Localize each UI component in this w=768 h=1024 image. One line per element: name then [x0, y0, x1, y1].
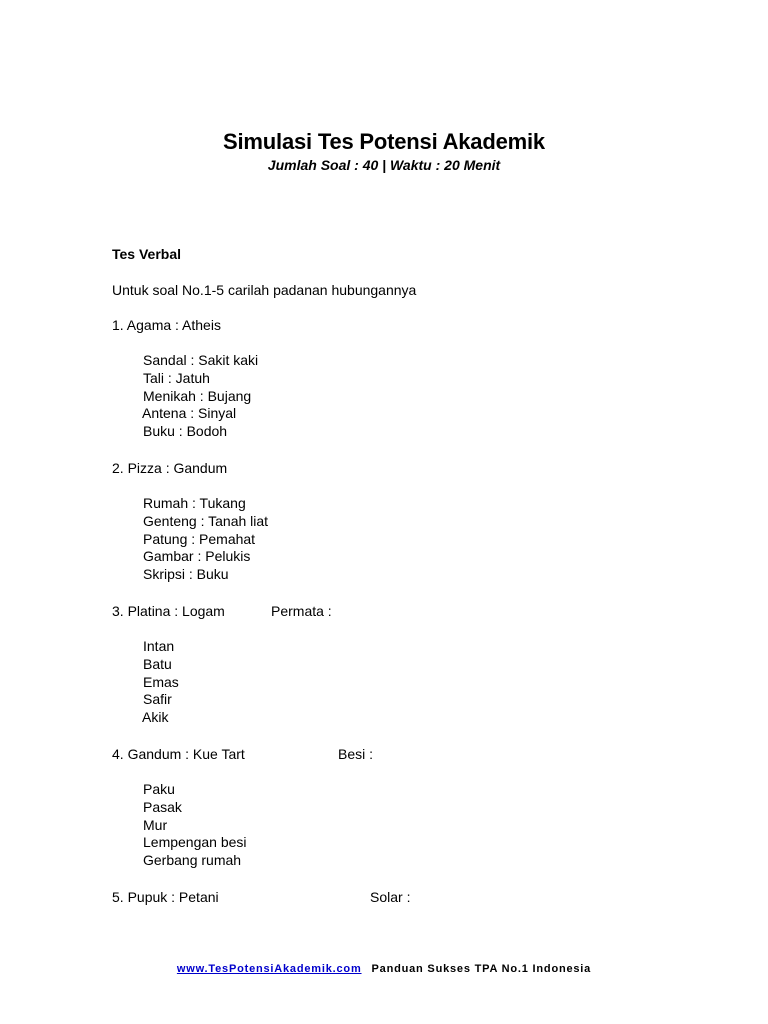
question-3-second: Permata : [271, 603, 332, 619]
question-2-option-e: Skripsi : Buku [143, 566, 229, 583]
question-1-option-c: Menikah : Bujang [143, 387, 252, 404]
question-4-second: Besi : [338, 746, 374, 762]
footer-tagline: Panduan Sukses TPA No.1 Indonesia [371, 963, 592, 975]
question-5-second: Solar : [370, 889, 411, 905]
section-heading: Tes Verbal [112, 246, 182, 262]
footer-website-link[interactable]: www.TesPotensiAkademik.com [176, 963, 362, 975]
question-2-option-a: Rumah : Tukang [143, 495, 246, 511]
question-4-option-c: Mur [143, 816, 168, 833]
question-3-option-c: Emas [143, 673, 179, 690]
question-5-prompt: 5. Pupuk : Petani [112, 889, 219, 905]
question-2-option-b: Genteng : Tanah liat [143, 512, 269, 529]
question-2-option-d: Gambar : Pelukis [143, 548, 251, 565]
question-3-options [143, 638, 179, 727]
section-instruction: Untuk soal No.1-5 carilah padanan hubungannya [112, 282, 417, 298]
question-4-option-b: Pasak [143, 798, 182, 815]
question-3-option-b: Batu [143, 655, 172, 672]
question-4-options [143, 781, 247, 870]
question-4 [112, 745, 374, 763]
question-1-options [143, 352, 258, 441]
question-3-option-d: Safir [143, 691, 172, 708]
question-1-option-e: Buku : Bodoh [143, 423, 228, 440]
question-3 [112, 602, 332, 620]
question-2-option-c: Patung : Pemahat [143, 530, 256, 547]
question-3-option-e: Akik [142, 709, 169, 726]
question-3-prompt: 3. Platina : Logam [112, 603, 225, 619]
page-title: Simulasi Tes Potensi Akademik [223, 129, 545, 154]
question-1 [112, 316, 221, 334]
question-4-option-a: Paku [143, 781, 175, 797]
question-1-option-b: Tali : Jatuh [143, 369, 210, 386]
question-2 [112, 459, 227, 477]
page-footer [0, 962, 768, 976]
question-4-prompt: 4. Gandum : Kue Tart [112, 746, 245, 762]
question-1-option-d: Antena : Sinyal [142, 405, 237, 422]
question-1-option-a: Sandal : Sakit kaki [143, 352, 259, 368]
question-1-prompt: 1. Agama : Atheis [112, 317, 221, 333]
question-4-option-d: Lempengan besi [143, 834, 247, 851]
question-4-option-e: Gerbang rumah [143, 852, 242, 869]
question-2-options [143, 495, 268, 584]
page-subtitle: Jumlah Soal : 40 | Waktu : 20 Menit [267, 157, 501, 173]
question-2-prompt: 2. Pizza : Gandum [112, 460, 228, 476]
question-5 [112, 888, 411, 906]
question-3-option-a: Intan [143, 638, 175, 654]
